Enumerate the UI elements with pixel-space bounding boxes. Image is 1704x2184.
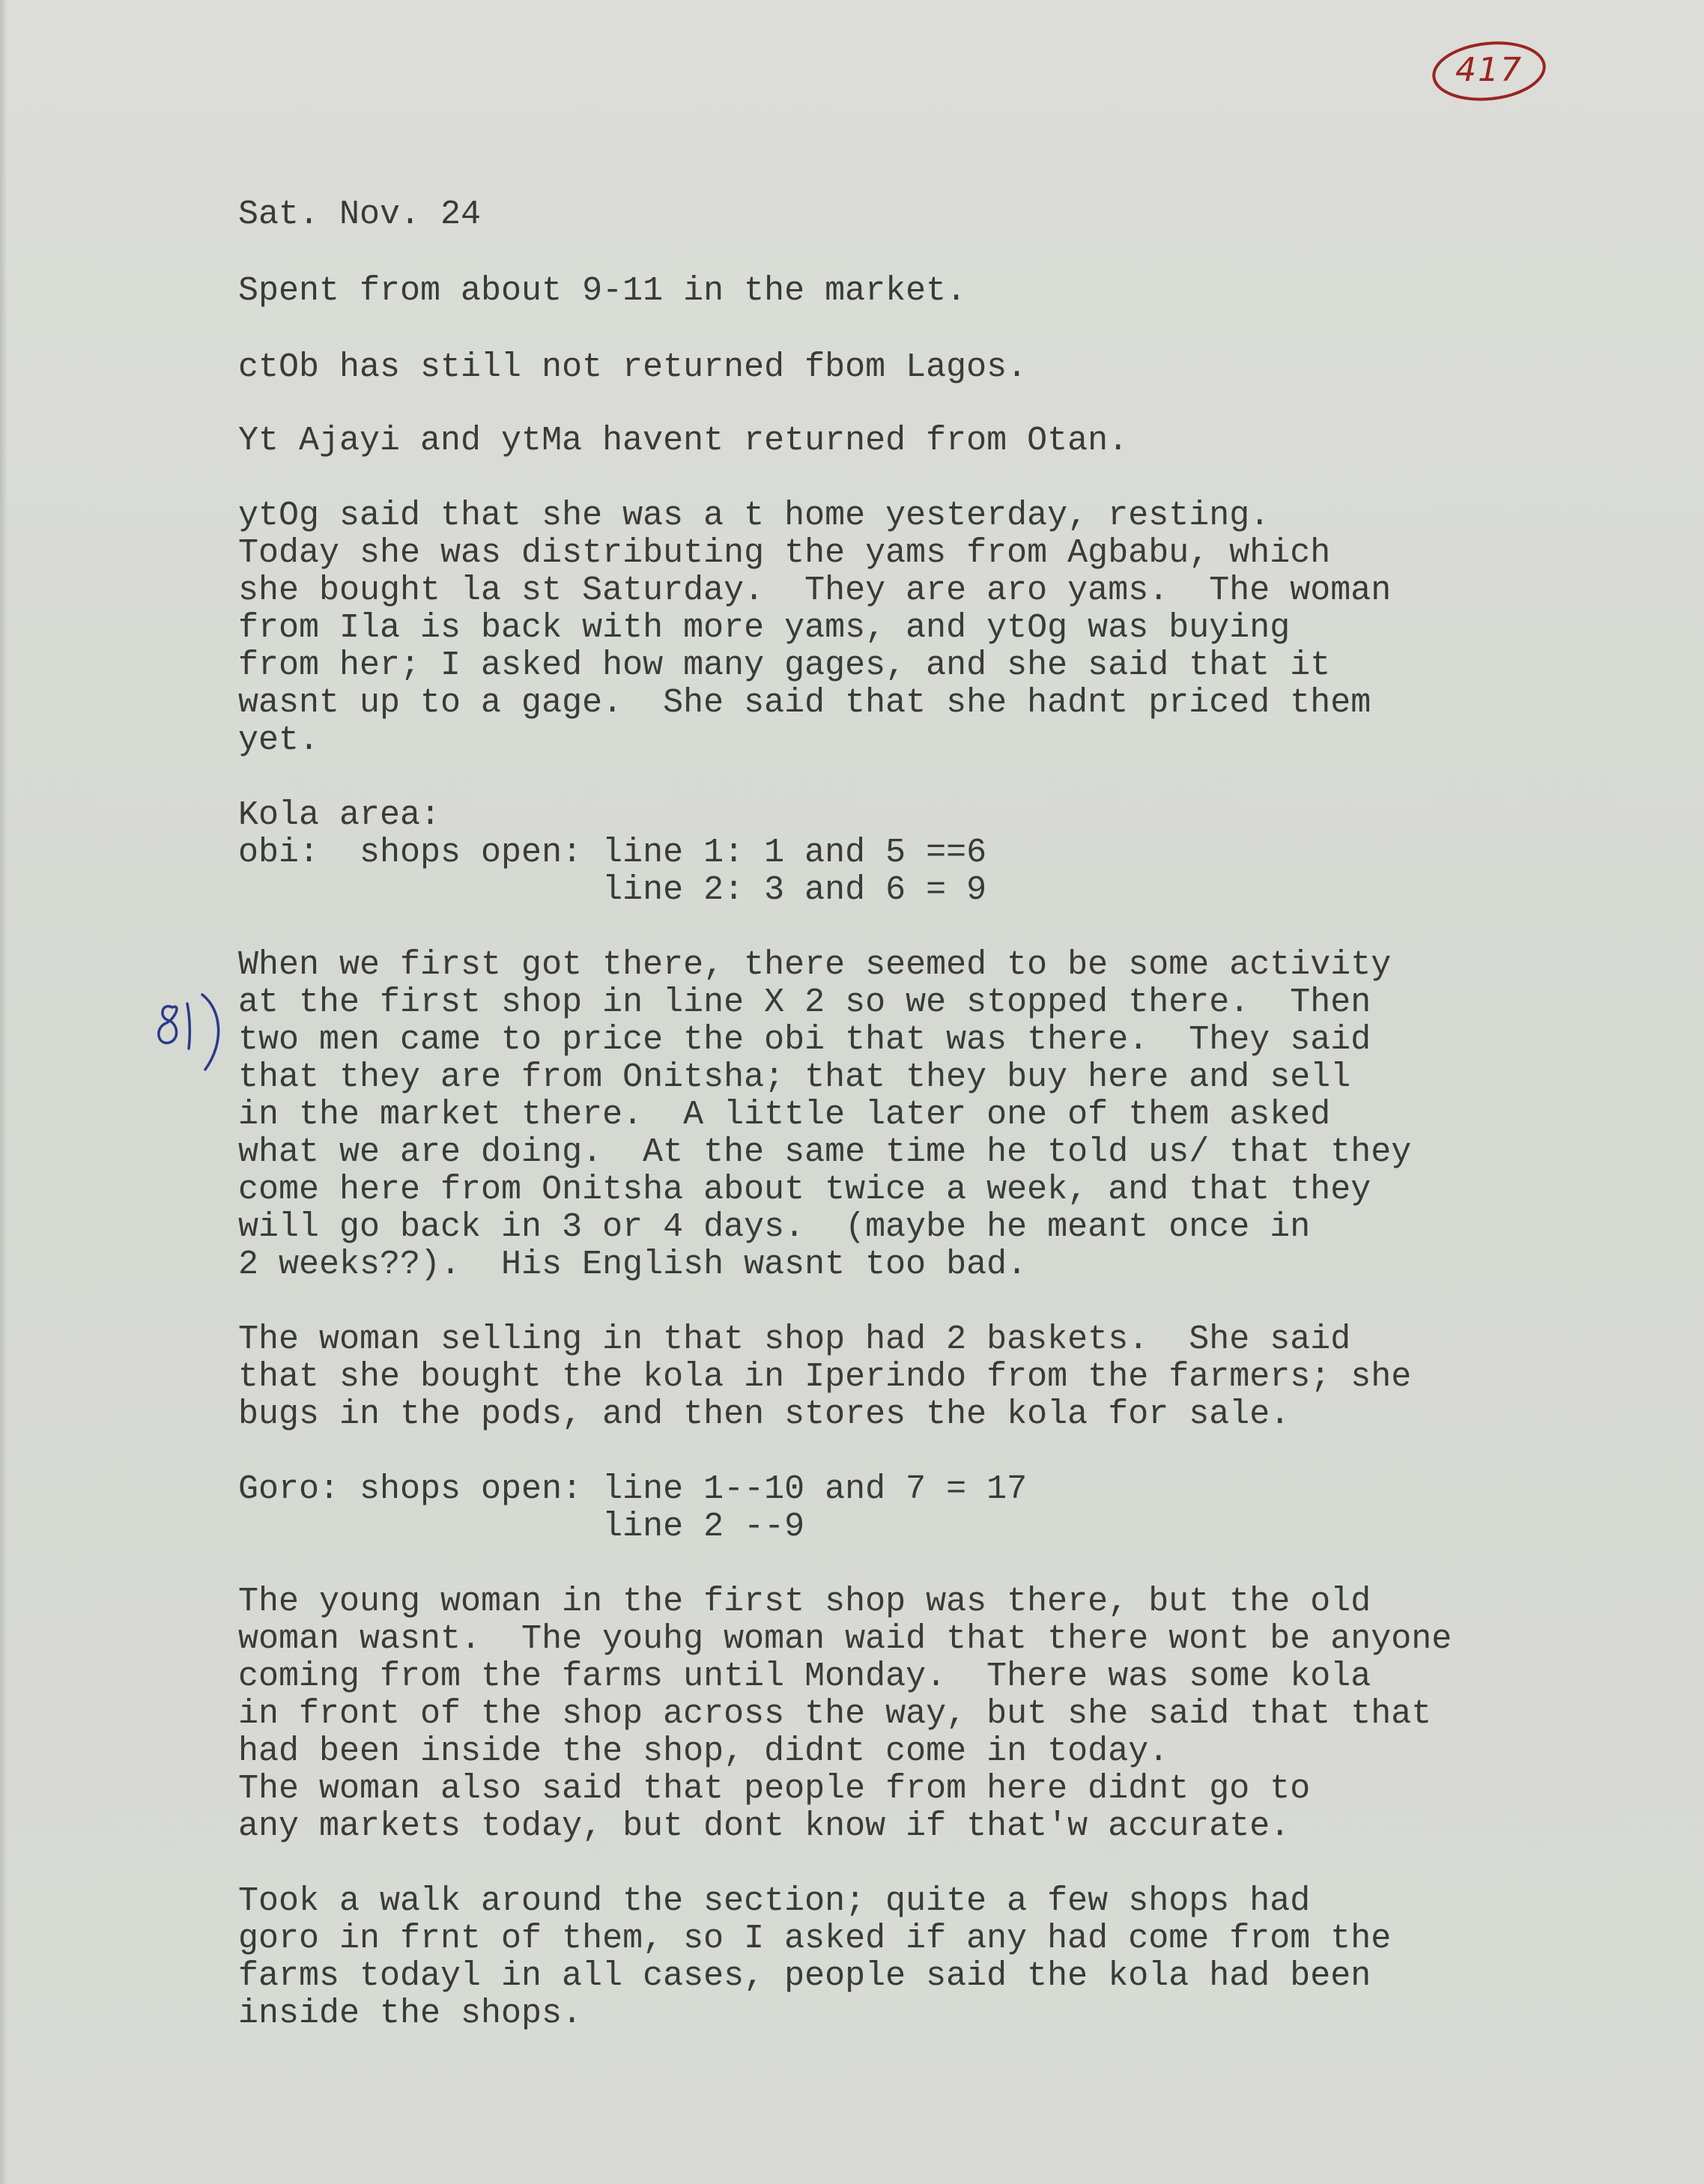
paragraph-goro-shops: Goro: shops open: line 1--10 and 7 = 17 line 2 --9	[238, 1470, 1028, 1546]
handwritten-mark-icon	[141, 974, 231, 1079]
paragraph-woman-baskets: The woman selling in that shop had 2 baskets. She said that she bought the kola in Iperindo from the farmers; she bugs in the pods, and then stores the kola for sale.	[238, 1320, 1412, 1434]
paragraph-onitsha-men: When we first got there, there seemed to be some activity at the first shop in line X 2 so we stopped there. Then two men came to price the obi that was there. They said that they are from Onitsha; that they buy here and sell in the market there. A little later one of them asked what we are doing. At the same time he told us/ that they come here from Onitsha about twice a week, and that they will go back in 3 or 4 days. (maybe he meant once in 2 weeks??). His English wasnt too bad.	[238, 946, 1412, 1284]
page-edge-shadow	[0, 0, 7, 2184]
paragraph-walk-section: Took a walk around the section; quite a few shops had goro in frnt of them, so I asked if any had come from the farms todayl in all cases, people said the kola had been inside the shops.	[238, 1882, 1392, 2033]
paragraph-ytog-yams: ytOg said that she was a t home yesterday, resting. Today she was distributing the yams from Agbabu, which she bought la st Saturday. They are aro yams. The woman from Ila is back with more yams, and ytOg was buying from her; I asked how many gages, and she said that it wasnt up to a gage. She said that she hadnt priced them yet.	[238, 497, 1392, 759]
margin-handwritten-note	[141, 974, 231, 1079]
paragraph-market-time: Spent from about 9-11 in the market.	[238, 272, 967, 310]
page-number-stamp	[1429, 37, 1549, 105]
paragraph-kola-area: Kola area: obi: shops open: line 1: 1 and 5 ==6 line 2: 3 and 6 = 9	[238, 796, 987, 909]
paragraph-ctob: ctOb has still not returned fbom Lagos.	[238, 348, 1028, 386]
paragraph-ajayi: Yt Ajayi and ytMa havent returned from Otan.	[238, 422, 1129, 460]
paragraph-young-woman: The young woman in the first shop was there, but the old woman wasnt. The youhg woman waid that there wont be anyone coming from the farms until Monday. There was some kola in front of the shop across the way, but she said that that had been inside the shop, didnt come in today. The woman also said that people from here didnt go to any markets today, but dont know if that'w accurate.	[238, 1583, 1452, 1845]
entry-date: Sat. Nov. 24	[238, 195, 482, 234]
page-number: 417	[1455, 51, 1523, 89]
